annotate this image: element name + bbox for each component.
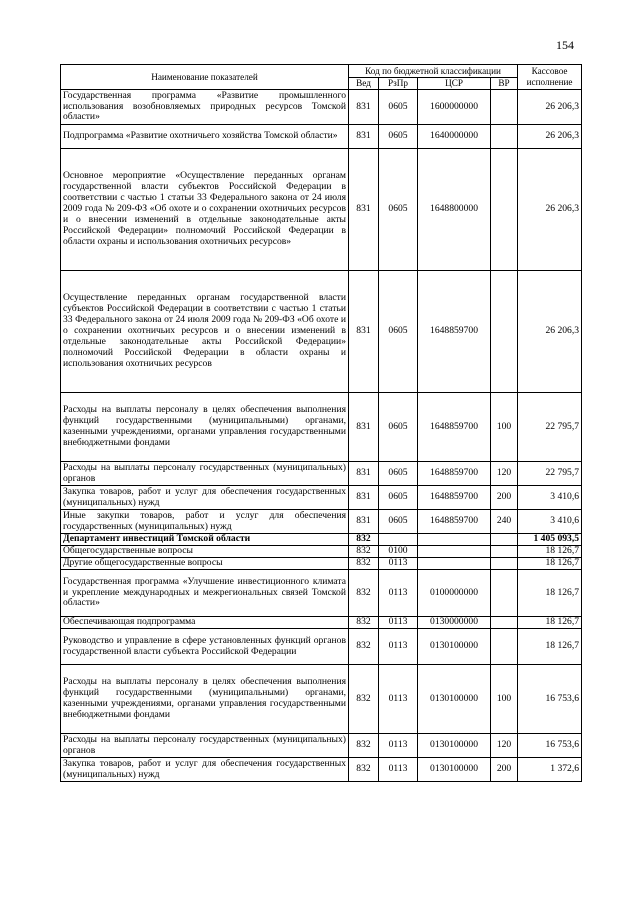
row-ved: 831	[349, 271, 379, 393]
row-rzpr: 0113	[379, 665, 418, 734]
row-vr: 200	[491, 486, 518, 510]
row-name: Расходы на выплаты персоналу государственных (муниципальных) органов	[61, 462, 349, 486]
row-name: Расходы на выплаты персоналу государственных (муниципальных) органов	[61, 734, 349, 758]
table-row	[61, 149, 582, 271]
row-vr: 100	[491, 665, 518, 734]
row-value: 18 126,7	[518, 570, 582, 617]
row-rzpr: 0605	[379, 462, 418, 486]
row-vr	[491, 271, 518, 393]
row-rzpr: 0113	[379, 558, 418, 570]
table-row	[61, 393, 582, 462]
row-value: 22 795,7	[518, 462, 582, 486]
row-vr: 120	[491, 462, 518, 486]
row-ved: 832	[349, 665, 379, 734]
row-ved: 831	[349, 90, 379, 125]
table-row	[61, 510, 582, 534]
row-value: 18 126,7	[518, 546, 582, 558]
row-name: Закупка товаров, работ и услуг для обеспечения государственных (муниципальных) нужд	[61, 758, 349, 782]
row-csr: 1648859700	[418, 510, 491, 534]
row-name: Подпрограмма «Развитие охотничьего хозяйства Томской области»	[61, 125, 349, 149]
row-csr: 0130000000	[418, 617, 491, 629]
page-number: 154	[556, 38, 574, 52]
row-ved: 832	[349, 617, 379, 629]
row-vr	[491, 617, 518, 629]
row-name: Закупка товаров, работ и услуг для обеспечения государственных (муниципальных) нужд	[61, 486, 349, 510]
row-csr	[418, 558, 491, 570]
row-ved: 831	[349, 393, 379, 462]
row-csr	[418, 546, 491, 558]
table-row	[61, 271, 582, 393]
row-value: 18 126,7	[518, 629, 582, 665]
row-vr	[491, 570, 518, 617]
row-vr	[491, 534, 518, 546]
row-ved: 832	[349, 734, 379, 758]
header-code-group: Код по бюджетной классификации	[349, 65, 518, 78]
row-vr	[491, 149, 518, 271]
row-rzpr: 0113	[379, 617, 418, 629]
row-vr	[491, 546, 518, 558]
row-value: 26 206,3	[518, 125, 582, 149]
table-body	[61, 90, 582, 782]
table-row	[61, 546, 582, 558]
row-rzpr: 0113	[379, 629, 418, 665]
row-rzpr	[379, 534, 418, 546]
row-value: 26 206,3	[518, 90, 582, 125]
row-vr	[491, 90, 518, 125]
row-value: 18 126,7	[518, 558, 582, 570]
header-ved: Вед	[349, 78, 379, 90]
row-csr: 1600000000	[418, 90, 491, 125]
row-value: 18 126,7	[518, 617, 582, 629]
row-rzpr: 0605	[379, 393, 418, 462]
header-name: Наименование показателей	[61, 65, 349, 90]
row-csr: 1648859700	[418, 393, 491, 462]
row-ved: 831	[349, 486, 379, 510]
row-name: Руководство и управление в сфере установленных функций органов государственной власти субъекта Российской Федерации	[61, 629, 349, 665]
table-row	[61, 570, 582, 617]
table-row	[61, 734, 582, 758]
row-vr	[491, 125, 518, 149]
row-csr: 0130100000	[418, 758, 491, 782]
row-csr: 0130100000	[418, 629, 491, 665]
row-ved: 832	[349, 758, 379, 782]
row-ved: 831	[349, 462, 379, 486]
row-rzpr: 0113	[379, 758, 418, 782]
row-name: Основное мероприятие «Осуществление переданных органам государственной власти субъектов Российской Федерации в соответствии с частью 1 статьи 33 Федерального закона от 24 июля 2009 года № 209-ФЗ «Об охоте и о сохранении охотничьих ресурсов и о внесении изменений в отдельные законодательные акты Российской Федерации» полномочий Российской Федерации в области охраны и использования охотничьих ресурсов»	[61, 149, 349, 271]
row-csr: 1648859700	[418, 271, 491, 393]
row-ved: 832	[349, 558, 379, 570]
row-rzpr: 0605	[379, 486, 418, 510]
table-row	[61, 665, 582, 734]
row-value: 16 753,6	[518, 734, 582, 758]
header-rzpr: РзПр	[379, 78, 418, 90]
row-csr: 1640000000	[418, 125, 491, 149]
row-csr: 1648859700	[418, 486, 491, 510]
table-header	[61, 65, 582, 90]
row-value: 1 405 093,5	[518, 534, 582, 546]
row-vr: 120	[491, 734, 518, 758]
budget-execution-table	[60, 64, 582, 782]
row-rzpr: 0605	[379, 90, 418, 125]
row-name: Государственная программа «Улучшение инвестиционного климата и укрепление международных и межрегиональных связей Томской области»	[61, 570, 349, 617]
row-value: 16 753,6	[518, 665, 582, 734]
table-row	[61, 617, 582, 629]
table-row	[61, 629, 582, 665]
row-csr: 1648800000	[418, 149, 491, 271]
row-csr	[418, 534, 491, 546]
header-vr: ВР	[491, 78, 518, 90]
row-ved: 832	[349, 629, 379, 665]
table-row	[61, 558, 582, 570]
row-ved: 832	[349, 546, 379, 558]
row-rzpr: 0605	[379, 510, 418, 534]
row-csr: 0130100000	[418, 665, 491, 734]
row-rzpr: 0100	[379, 546, 418, 558]
table-row	[61, 534, 582, 546]
table-row	[61, 125, 582, 149]
table-row	[61, 90, 582, 125]
row-vr: 200	[491, 758, 518, 782]
row-rzpr: 0113	[379, 734, 418, 758]
row-rzpr: 0113	[379, 570, 418, 617]
row-value: 26 206,3	[518, 149, 582, 271]
row-name: Государственная программа «Развитие промышленного использования возобновляемых природных ресурсов Томской области»	[61, 90, 349, 125]
row-value: 26 206,3	[518, 271, 582, 393]
header-csr: ЦСР	[418, 78, 491, 90]
row-ved: 831	[349, 149, 379, 271]
row-name: Расходы на выплаты персоналу в целях обеспечения выполнения функций государственными (муниципальными) органами, казенными учреждениями, органами управления государственными внебюджетными фондами	[61, 393, 349, 462]
row-ved: 831	[349, 125, 379, 149]
row-csr: 0130100000	[418, 734, 491, 758]
row-name: Расходы на выплаты персоналу в целях обеспечения выполнения функций государственными (муниципальными) органами, казенными учреждениями, органами управления государственными внебюджетными фондами	[61, 665, 349, 734]
row-ved: 831	[349, 510, 379, 534]
row-name: Другие общегосударственные вопросы	[61, 558, 349, 570]
row-ved: 832	[349, 534, 379, 546]
row-rzpr: 0605	[379, 125, 418, 149]
row-name: Осуществление переданных органам государственной власти субъектов Российской Федерации в соответствии с частью 1 статьи 33 Федерального закона от 24 июля 2009 года № 209-ФЗ «Об охоте и о сохранении охотничьих ресурсов и о внесении изменений в отдельные законодательные акты Российской Федерации» полномочий Российской Федерации в области охраны и использования охотничьих ресурсов	[61, 271, 349, 393]
row-value: 1 372,6	[518, 758, 582, 782]
row-value: 3 410,6	[518, 486, 582, 510]
table-row	[61, 486, 582, 510]
row-vr	[491, 558, 518, 570]
row-value: 3 410,6	[518, 510, 582, 534]
table-row	[61, 758, 582, 782]
row-rzpr: 0605	[379, 271, 418, 393]
row-csr: 1648859700	[418, 462, 491, 486]
row-value: 22 795,7	[518, 393, 582, 462]
row-name: Департамент инвестиций Томской области	[61, 534, 349, 546]
table-row	[61, 462, 582, 486]
row-vr: 240	[491, 510, 518, 534]
row-name: Общегосударственные вопросы	[61, 546, 349, 558]
header-value: Кассовое исполнение	[518, 65, 582, 90]
row-vr	[491, 629, 518, 665]
row-vr: 100	[491, 393, 518, 462]
row-name: Иные закупки товаров, работ и услуг для обеспечения государственных (муниципальных) нужд	[61, 510, 349, 534]
row-csr: 0100000000	[418, 570, 491, 617]
row-name: Обеспечивающая подпрограмма	[61, 617, 349, 629]
row-rzpr: 0605	[379, 149, 418, 271]
row-ved: 832	[349, 570, 379, 617]
